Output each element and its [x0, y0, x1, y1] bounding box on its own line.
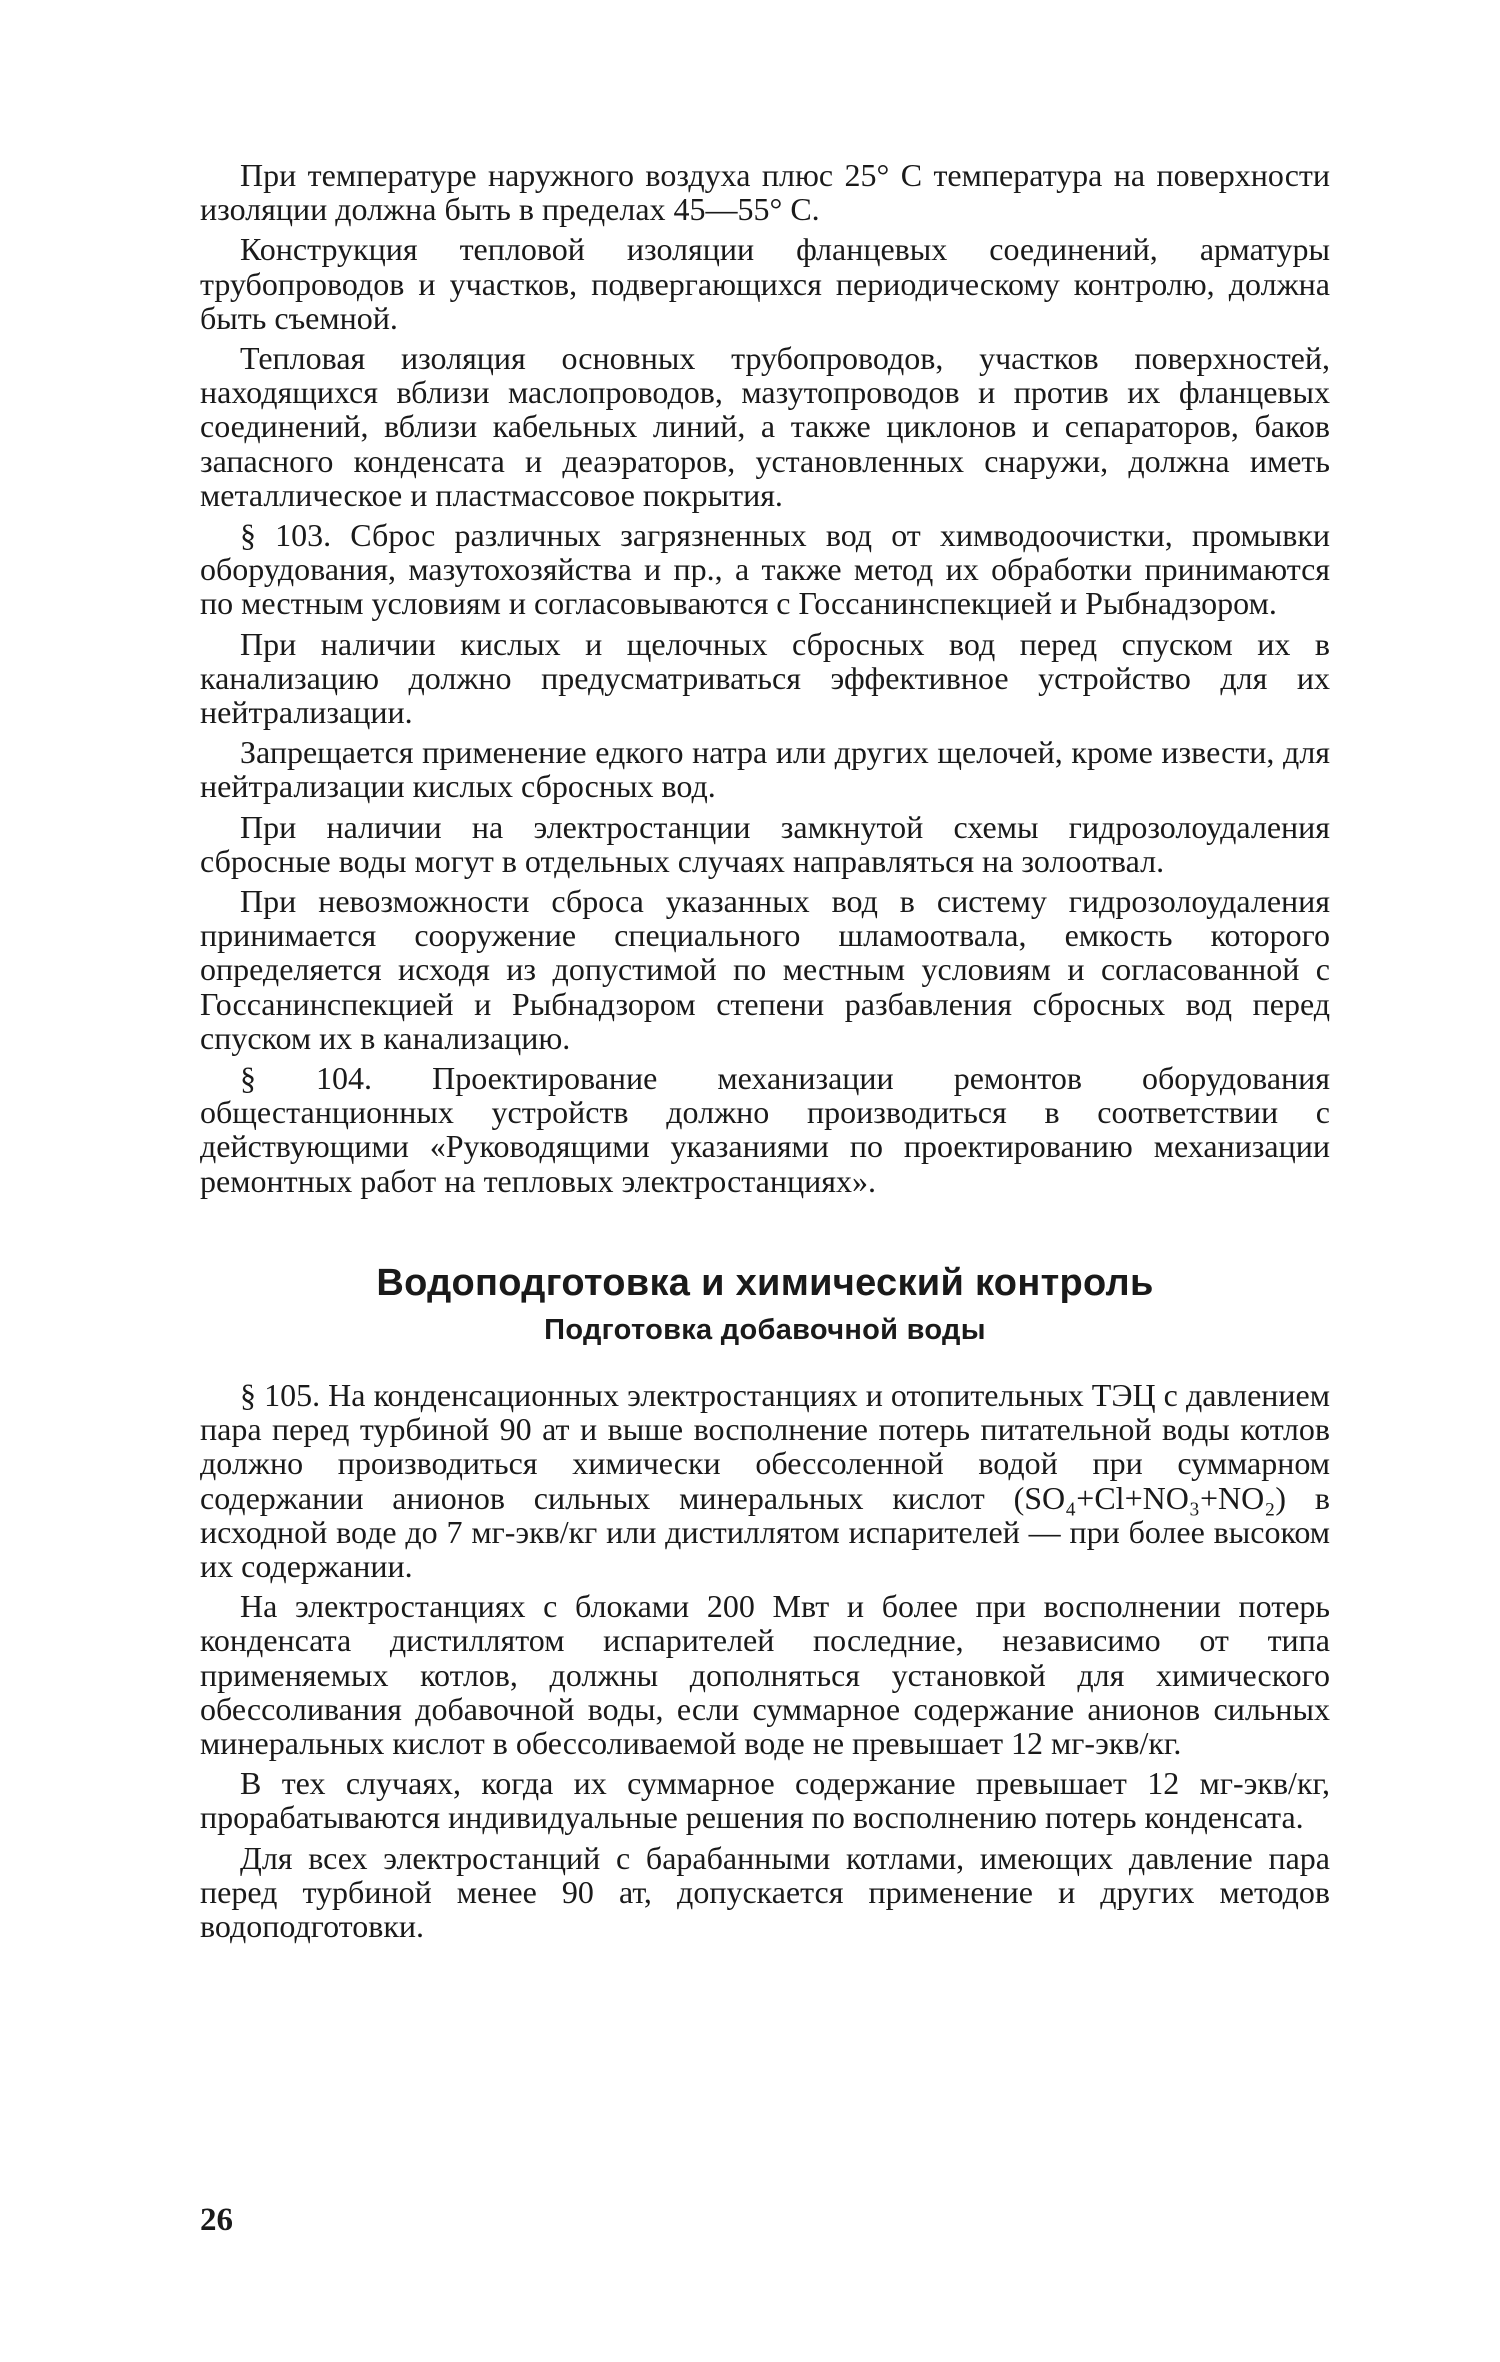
section-heading: Водоподготовка и химический контроль	[376, 1261, 1154, 1304]
paragraph: При наличии кислых и щелочных сбросных вод перед спуском их в канализацию должно предусматриваться эффективное устройство для их нейтрализации.	[200, 625, 1330, 731]
section-b	[200, 1378, 1330, 1943]
paragraph: Тепловая изоляция основных трубопроводов, участков поверхностей, находящихся вблизи маслопроводов, мазутопроводов и против их фланцевых соединений, вблизи кабельных линий, а также циклонов и сепараторов, баков запасного конденсата и деаэраторов, установленных снаружи, должна иметь металлическое и пластмассовое покрытия.	[200, 340, 1330, 513]
paragraph: В тех случаях, когда их суммарное содержание превышает 12 мг-экв/кг, прорабатываются индивидуальные решения по восполнению потерь конденсата.	[200, 1765, 1330, 1836]
page-number: 26	[200, 2202, 233, 2238]
paragraph: При невозможности сброса указанных вод в систему гидрозолоудаления принимается сооружение специального шламоотвала, емкость которого определяется исходя из допустимой по местным условиям и согласованной с Госсанинспекцией и Рыбнадзором степени разбавления сбросных вод перед спуском их в канализацию.	[200, 883, 1330, 1056]
paragraph: При температуре наружного воздуха плюс 25° С температура на поверхности изоляции должна быть в пределах 45—55° С.	[200, 157, 1330, 228]
paragraph: На электростанциях с блоками 200 Мвт и более при восполнении потерь конденсата дистиллятом испарителей последние, независимо от типа применяемых котлов, должны дополняться установкой для химического обессоливания добавочной воды, если суммарное содержание анионов сильных минеральных кислот в обессоливаемой воде не превышает 12 мг-экв/кг.	[200, 1588, 1330, 1761]
page-body	[200, 158, 1330, 1949]
section-a	[200, 158, 1330, 1198]
paragraph-section-103: § 103. Сброс различных загрязненных вод от химводоочистки, промывки оборудования, мазутохозяйства и пр., а также метод их обработки принимаются по местным условиям и согласовываются с Госсанинспекцией и Рыбнадзором.	[200, 517, 1330, 622]
paragraph-section-105: § 105. На конденсационных электростанциях и отопительных ТЭЦ с давлением пара перед турбиной 90 ат и выше восполнение потерь питательной воды котлов должно производиться химически обессоленной водой при суммарном содержании анионов сильных минеральных кислот (SO₄+Cl+NO₃+NO₂) в исходной воде до 7 мг-экв/кг или дистиллятом испарителей — при более высоком их содержании.	[200, 1376, 1330, 1584]
paragraph: При наличии на электростанции замкнутой схемы гидрозолоудаления сбросные воды могут в отдельных случаях направляться на золоотвал.	[200, 808, 1330, 879]
paragraph: Для всех электростанций с барабанными котлами, имеющих давление пара перед турбиной менее 90 ат, допускается применение и других методов водоподготовки.	[200, 1839, 1330, 1944]
section-subheading: Подготовка добавочной воды	[544, 1313, 986, 1346]
paragraph: Запрещается применение едкого натра или других щелочей, кроме извести, для нейтрализации кислых сбросных вод.	[200, 734, 1330, 805]
paragraph-section-104: § 104. Проектирование механизации ремонтов оборудования общестанционных устройств должно производиться в соответствии с действующими «Руководящими указаниями по проектированию механизации ремонтных работ на тепловых электростанциях».	[200, 1060, 1330, 1199]
paragraph: Конструкция тепловой изоляции фланцевых соединений, арматуры трубопроводов и участков, подвергающихся периодическому контролю, должна быть съемной.	[200, 231, 1330, 336]
